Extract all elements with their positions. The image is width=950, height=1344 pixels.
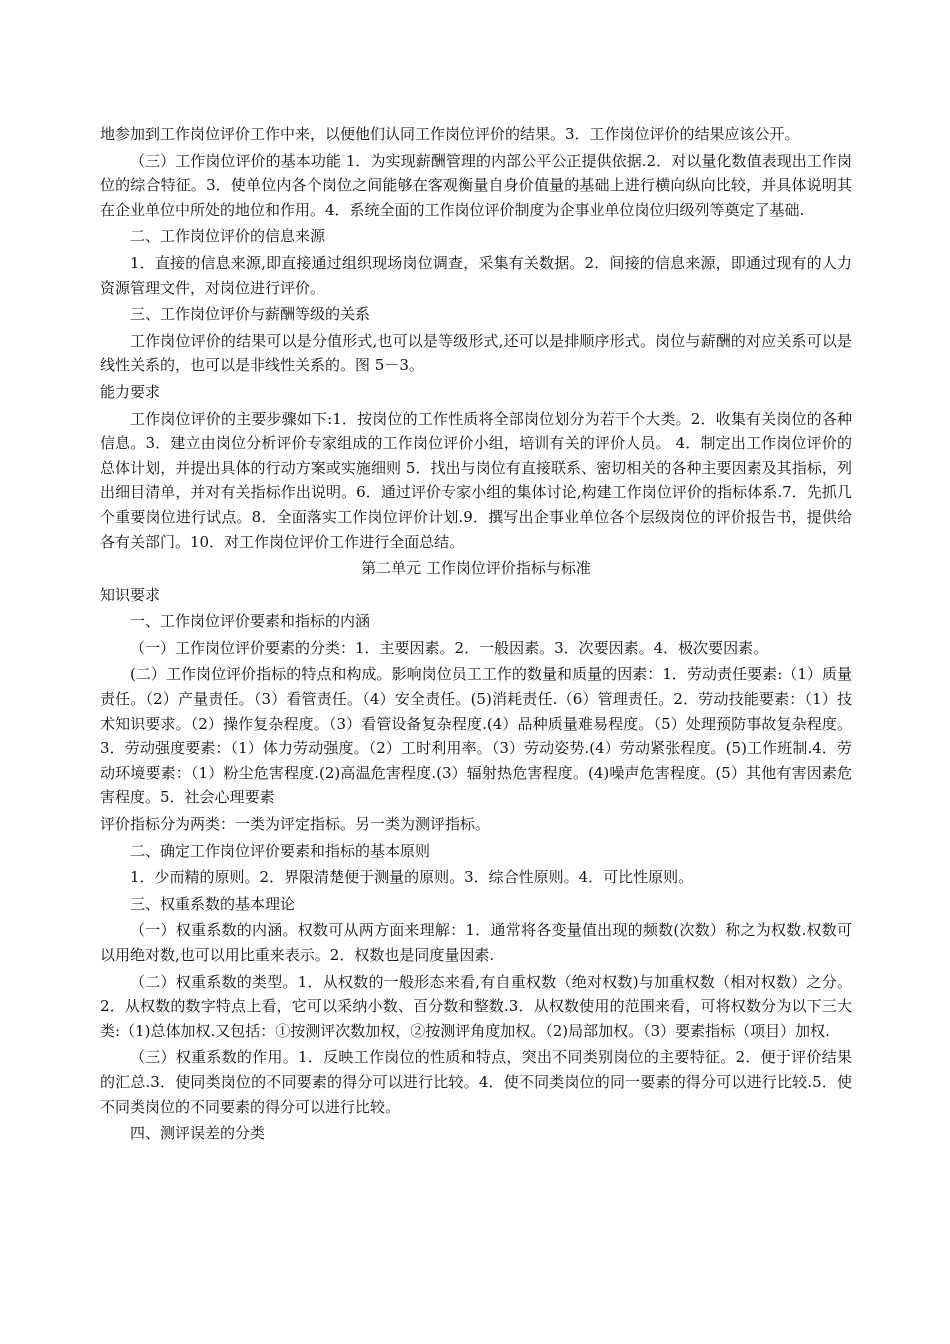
paragraph: （一）权重系数的内涵。权数可从两方面来理解：1．通常将各变量值出现的频数(次数）称之为权数.权数可以用绝对数,也可以用比重来表示。2．权数也是同度量因素.	[100, 921, 852, 964]
paragraph: (二）工作岗位评价指标的特点和构成。影响岗位员工工作的数量和质量的因素：1．劳动责任要素:（1）质量责任。（2）产量责任。（3）看管责任。（4）安全责任。(5)消耗责任.（6）管理责任。2．劳动技能要素：（1）技术知识要求。（2）操作复杂程度。（3）看管设备复杂程度.(4）品种质量难易程度。（5）处理预防事故复杂程度。3．劳动强度要素：（1）体力劳动强度。（2）工时利用率。（3）劳动姿势.(4）劳动紧张程度。(5)工作班制.4．劳动环境要素：（1）粉尘危害程度.(2)高温危害程度.(3）辐射热危害程度。(4)噪声危害程度。(5）其他有害因素危害程度。5．社会心理要素	[100, 665, 852, 807]
paragraph: 工作岗位评价的结果可以是分值形式,也可以是等级形式,还可以是排顺序形式。岗位与薪酬的对应关系可以是线性关系的，也可以是非线性关系的。图 5－3。	[100, 331, 852, 375]
paragraph: 1．少而精的原则。2．界限清楚便于测量的原则。3．综合性原则。4．可比性原则。	[130, 868, 694, 887]
subsection-label: 能力要求	[100, 382, 161, 401]
unit-title: 第二单元 工作岗位评价指标与标准	[361, 559, 591, 578]
paragraph: 工作岗位评价的主要步骤如下:1．按岗位的工作性质将全部岗位划分为若干个大类。2．收集有关岗位的各种信息。3．建立由岗位分析评价专家组成的工作岗位评价小组，培训有关的评价人员。 4．制定出工作岗位评价的总体计划，并提出具体的行动方案或实施细则 5．找出与岗位有直接联系、密切相关的各种主要因素及其指标，列出细目清单，并对有关指标作出说明。6．通过评价专家小组的集体讨论,构建工作岗位评价的指标体系.7．先抓几个重要岗位进行试点。8．全面落实工作岗位评价计划.9．撰写出企事业单位各个层级岗位的评价报告书，提供给各有关部门。10．对工作岗位评价工作进行全面总结。	[100, 409, 852, 551]
paragraph: （三）工作岗位评价的基本功能 1．为实现薪酬管理的内部公平公正提供依据.2．对以量化数值表现出工作岗位的综合特征。3．使单位内各个岗位之间能够在客观衡量自身价值量的基础上进行横向纵向比较，并具体说明其在企业单位中所处的地位和作用。4．系统全面的工作岗位评价制度为企事业单位岗位归级列等奠定了基础.	[100, 151, 852, 219]
section-heading: 三、权重系数的基本理论	[130, 894, 296, 913]
paragraph: 评价指标分为两类：一类为评定指标。另一类为测评指标。	[100, 815, 491, 834]
paragraph: （一）工作岗位评价要素的分类：1．主要因素。2．一般因素。3．次要因素。4．极次要因素。	[130, 638, 769, 657]
section-heading: 二、确定工作岗位评价要素和指标的基本原则	[130, 841, 431, 860]
paragraph: 1．直接的信息来源,即直接通过组织现场岗位调查，采集有关数据。2．间接的信息来源，即通过现有的人力资源管理文件，对岗位进行评价。	[100, 253, 852, 297]
section-heading: 二、工作岗位评价的信息来源	[130, 227, 326, 246]
paragraph: （二）权重系数的类型。1．从权数的一般形态来看,有自重权数（绝对权数)与加重权数（相对权数）之分。2．从权数的数字特点上看，它可以采纳小数、百分数和整数.3．从权数使用的范围来看，可将权数分为以下三大类:（1)总体加权.又包括：①按测评次数加权，②按测评角度加权。（2)局部加权。（3）要素指标（项目）加权.	[100, 972, 852, 1040]
subsection-label: 知识要求	[100, 585, 161, 604]
section-heading: 一、工作岗位评价要素和指标的内涵	[130, 612, 371, 631]
section-heading: 三、工作岗位评价与薪酬等级的关系	[130, 305, 371, 324]
paragraph: 地参加到工作岗位评价工作中来，以便他们认同工作岗位评价的结果。3．工作岗位评价的结果应该公开。	[100, 125, 800, 143]
document-page	[100, 122, 852, 1148]
paragraph: （三）权重系数的作用。1．反映工作岗位的性质和特点，突出不同类别岗位的主要特征。2．便于评价结果的汇总.3．使同类岗位的不同要素的得分可以进行比较。4．使不同类岗位的同一要素的得分可以进行比较.5．使不同类岗位的不同要素的得分可以进行比较。	[100, 1048, 852, 1116]
section-heading: 四、测评误差的分类	[130, 1124, 266, 1143]
